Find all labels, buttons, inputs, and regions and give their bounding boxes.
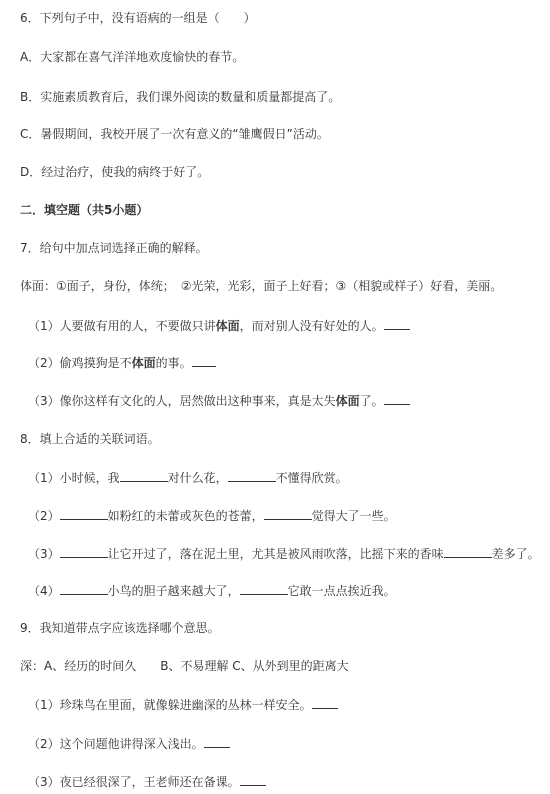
q9-item-2: （2）这个问题他讲得深入浅出。 bbox=[28, 735, 230, 752]
q9-item-1: （1）珍珠鸟在里面，就像躲进幽深的丛林一样安全。 bbox=[28, 696, 338, 713]
dotted-word: 体面 bbox=[335, 394, 360, 408]
dotted-word: 深 bbox=[107, 775, 120, 789]
q7-stem: 7．给句中加点词选择正确的解释。 bbox=[20, 241, 208, 255]
answer-blank[interactable] bbox=[384, 392, 410, 405]
answer-blank[interactable] bbox=[120, 469, 168, 482]
q8-item-3: （3） 让它开过了，落在泥土里，尤其是被风雨吹落，比摇下来的香味 差多了。 bbox=[28, 547, 540, 561]
answer-blank[interactable] bbox=[60, 582, 108, 595]
q6-option-d: D．经过治疗，使我的病终于好了。 bbox=[20, 165, 210, 179]
dotted-word: 体面 bbox=[131, 356, 156, 370]
q7-item-3: （3）像你这样有文化的人，居然做出这种事来，真是太失体面了。 bbox=[28, 392, 410, 409]
q7-item-1: （1）人要做有用的人，不要做只讲体面，而对别人没有好处的人。 bbox=[28, 317, 410, 334]
q6-stem: 6．下列句子中，没有语病的一组是（ ） bbox=[20, 11, 256, 25]
dotted-word: 深 bbox=[143, 737, 156, 751]
q9-item-3: （3）夜已经很深了，王老师还在备课。 bbox=[28, 773, 266, 790]
answer-blank[interactable] bbox=[192, 354, 216, 367]
q8-item-1: （1）小时候，我 对什么花， 不懂得欣赏。 bbox=[28, 471, 348, 485]
q9-stem: 9．我知道带点字应该选择哪个意思。 bbox=[20, 621, 220, 635]
q7-item-2: （2）偷鸡摸狗是不体面的事。 bbox=[28, 354, 216, 371]
answer-blank[interactable] bbox=[204, 735, 230, 748]
answer-blank[interactable] bbox=[240, 773, 266, 786]
q8-stem: 8．填上合适的关联词语。 bbox=[20, 432, 160, 446]
answer-blank[interactable] bbox=[312, 696, 338, 709]
section-title: 二．填空题（共5小题） bbox=[20, 203, 149, 217]
q9-definition: 深：A、经历的时间久 B、不易理解 C、从外到里的距离大 bbox=[20, 659, 349, 673]
q6-option-c: C．暑假期间，我校开展了一次有意义的“雏鹰假日”活动。 bbox=[20, 127, 329, 141]
answer-blank[interactable] bbox=[240, 582, 288, 595]
dotted-word: 深 bbox=[203, 698, 216, 712]
q6-option-b: B．实施素质教育后，我们课外阅读的数量和质量都提高了。 bbox=[20, 90, 341, 104]
answer-blank[interactable] bbox=[384, 317, 410, 330]
answer-blank[interactable] bbox=[60, 545, 108, 558]
answer-blank[interactable] bbox=[60, 507, 108, 520]
q7-definition: 体面：①面子，身份，体统； ②光荣，光彩，面子上好看；③（相貌或样子）好看，美丽。 bbox=[20, 279, 503, 293]
answer-blank[interactable] bbox=[228, 469, 276, 482]
q8-item-4: （4） 小鸟的胆子越来越大了， 它敢一点点挨近我。 bbox=[28, 584, 396, 598]
answer-blank[interactable] bbox=[444, 545, 492, 558]
dotted-word: 体面 bbox=[215, 319, 240, 333]
q8-item-2: （2） 如粉红的未蕾或灰色的苍蕾， 觉得大了一些。 bbox=[28, 509, 396, 523]
answer-blank[interactable] bbox=[264, 507, 312, 520]
q6-option-a: A．大家都在喜气洋洋地欢度愉快的春节。 bbox=[20, 50, 245, 64]
